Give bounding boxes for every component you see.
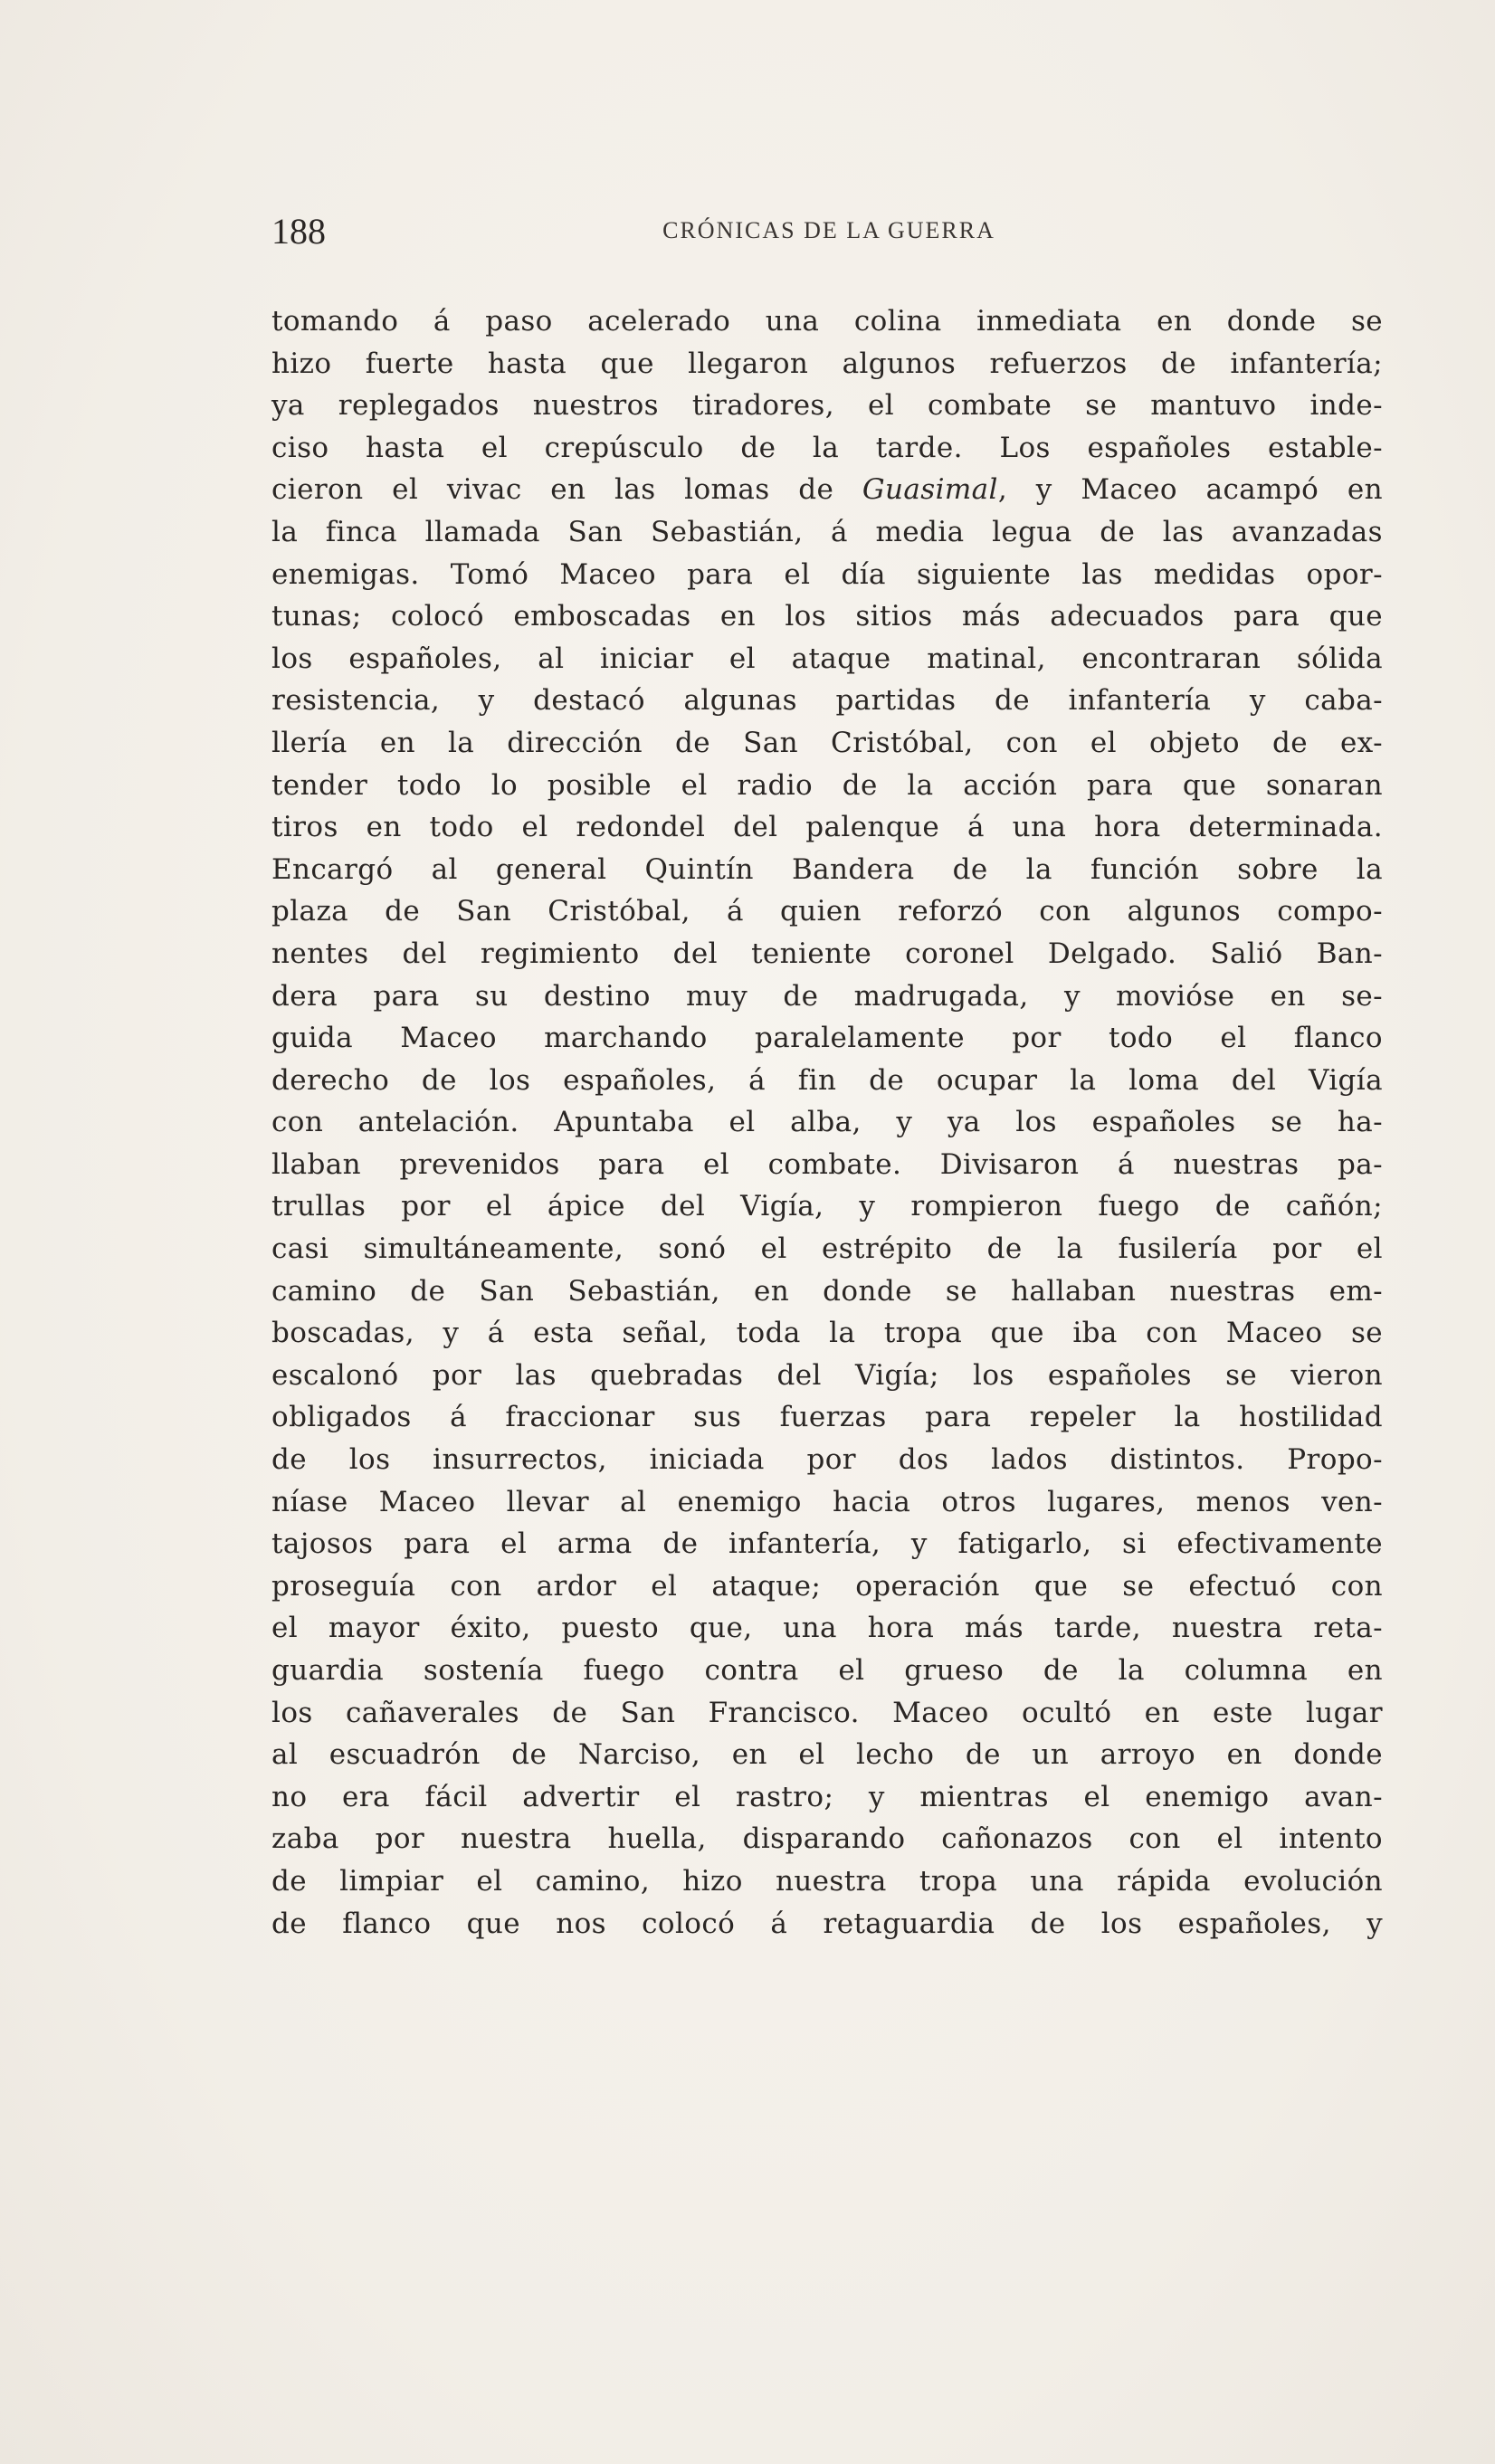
text-line: los españoles, al iniciar el ataque matinal, encontraran sólida [271,642,1383,675]
text-line: enemigas. Tomó Maceo para el día siguiente las medidas opor- [271,557,1383,591]
text-line: escalonó por las quebradas del Vigía; los españoles se vieron [271,1358,1383,1392]
text-line: con antelación. Apuntaba el alba, y ya los españoles se ha- [271,1106,1383,1139]
text-line: el mayor éxito, puesto que, una hora más tarde, nuestra reta- [271,1612,1383,1645]
text-line: obligados á fraccionar sus fuerzas para repeler la hostilidad [271,1401,1383,1434]
text-line: de limpiar el camino, hizo nuestra tropa una rápida evolución [271,1864,1383,1898]
text-line: llería en la dirección de San Cristóbal, con el objeto de ex- [271,726,1383,759]
text-line: camino de San Sebastián, en donde se hallaban nuestras em- [271,1274,1383,1308]
text-line: guida Maceo marchando paralelamente por todo el flanco [271,1022,1383,1055]
page-header [271,210,1386,264]
text-line: tiros en todo el redondel del palenque á una hora determinada. [271,811,1383,844]
text-line: llaban prevenidos para el combate. Divisaron á nuestras pa- [271,1147,1383,1181]
text-line: guardia sostenía fuego contra el grueso de la columna en [271,1654,1383,1687]
text-line: plaza de San Cristóbal, á quien reforzó con algunos compo- [271,895,1383,928]
text-line: resistencia, y destacó algunas partidas de infantería y caba- [271,684,1383,718]
text-line: al escuadrón de Narciso, en el lecho de un arroyo en donde [271,1738,1383,1772]
text-line: cieron el vivac en las lomas de Guasimal, y Maceo acampó en [271,473,1383,507]
text-line: níase Maceo llevar al enemigo hacia otros lugares, menos ven- [271,1485,1383,1518]
body-text [271,300,1383,1945]
text-line: tunas; colocó emboscadas en los sitios más adecuados para que [271,600,1383,633]
text-line: nentes del regimiento del teniente coronel Delgado. Salió Ban- [271,937,1383,970]
text-line: proseguía con ardor el ataque; operación que se efectuó con [271,1569,1383,1603]
text-line: ciso hasta el crepúsculo de la tarde. Los españoles estable- [271,431,1383,464]
text-line: tomando á paso acelerado una colina inmediata en donde se [271,305,1383,338]
running-title: CRÓNICAS DE LA GUERRA [662,217,995,243]
text-line: tender todo lo posible el radio de la acción para que sonaran [271,768,1383,802]
text-line: de los insurrectos, iniciada por dos lados distintos. Propo- [271,1443,1383,1477]
text-line: dera para su destino muy de madrugada, y movióse en se- [271,979,1383,1013]
text-line: la finca llamada San Sebastián, á media legua de las avanzadas [271,515,1383,548]
text-line: boscadas, y á esta señal, toda la tropa que iba con Maceo se [271,1317,1383,1350]
text-line: ya replegados nuestros tiradores, el combate se mantuvo inde- [271,389,1383,423]
text-line: de flanco que nos colocó á retaguardia de los españoles, y [271,1907,1383,1940]
text-line: Encargó al general Quintín Bandera de la función sobre la [271,852,1383,886]
text-line: tajosos para el arma de infantería, y fatigarlo, si efectivamente [271,1527,1383,1561]
page-number: 188 [271,211,326,252]
text-line: no era fácil advertir el rastro; y mientras el enemigo avan- [271,1780,1383,1813]
italic-place-name: Guasimal [862,473,998,507]
text-line: trullas por el ápice del Vigía, y rompieron fuego de cañón; [271,1190,1383,1223]
text-line: zaba por nuestra huella, disparando cañonazos con el intento [271,1822,1383,1856]
text-line: hizo fuerte hasta que llegaron algunos refuerzos de infantería; [271,347,1383,380]
text-line: los cañaverales de San Francisco. Maceo ocultó en este lugar [271,1696,1383,1729]
text-line: casi simultáneamente, sonó el estrépito de la fusilería por el [271,1232,1383,1266]
text-line: derecho de los españoles, á fin de ocupar la loma del Vigía [271,1063,1383,1097]
